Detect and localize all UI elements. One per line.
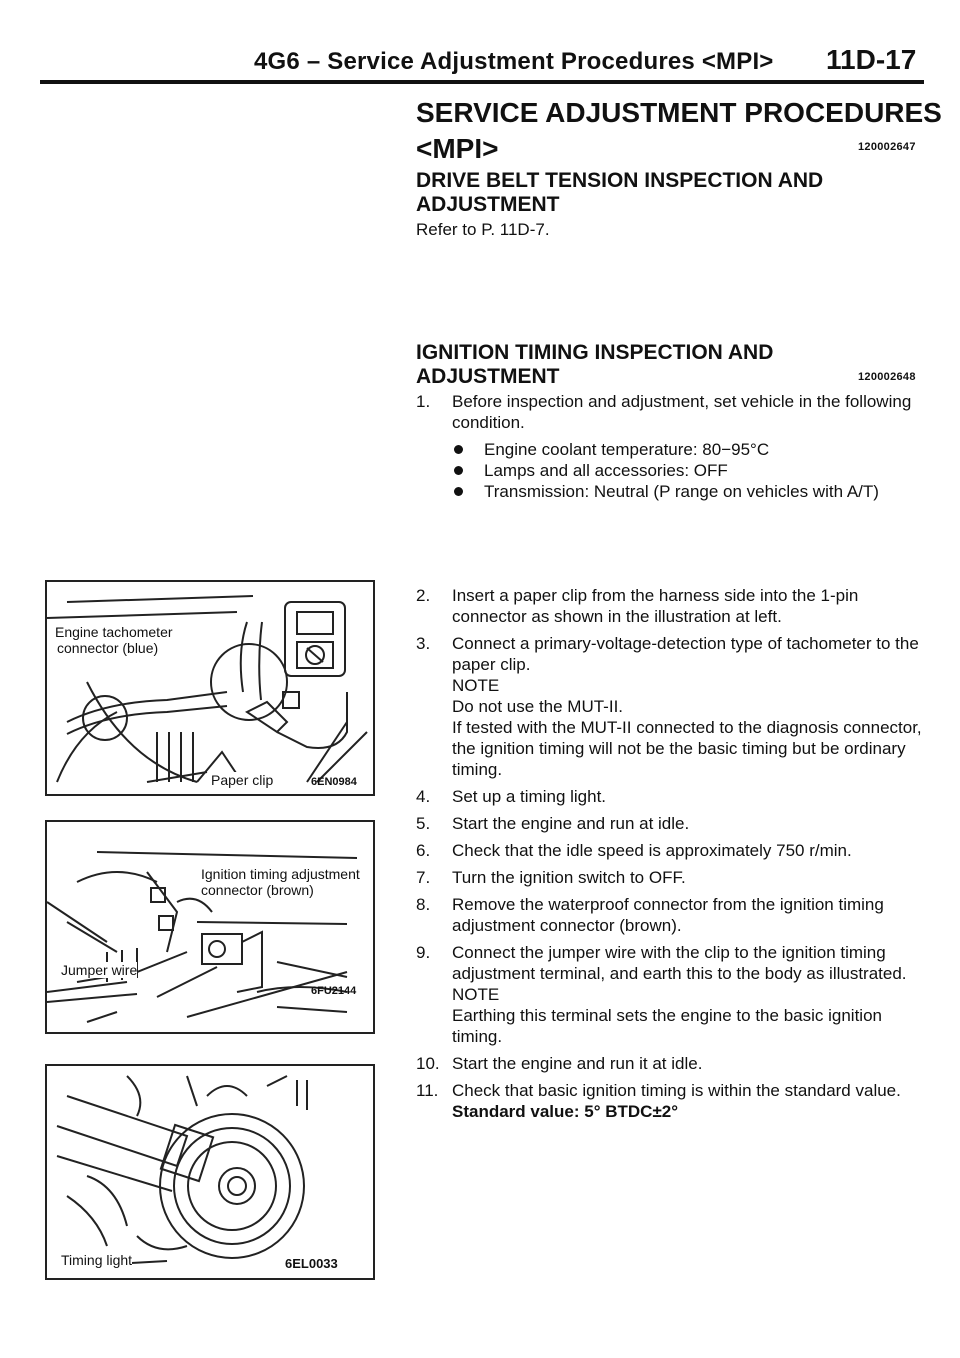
timing-light-illustration — [47, 1066, 373, 1278]
step-item — [416, 633, 926, 780]
step-text: Turn the ignition switch to OFF. — [452, 868, 686, 887]
step-number: 10. — [416, 1054, 440, 1073]
figure-code: 6EL0033 — [285, 1256, 338, 1271]
step-text: Insert a paper clip from the harness side into the 1-pin connector as shown in the illustration at left. — [452, 586, 859, 626]
note-text: Earthing this terminal sets the engine to the basic ignition timing. — [452, 1006, 882, 1046]
step-text: Remove the waterproof connector from the ignition timing adjustment connector (brown). — [452, 895, 884, 935]
ignition-timing-code: 120002648 — [858, 371, 916, 383]
step-item — [416, 840, 926, 861]
step-number: 8. — [416, 895, 431, 914]
note-label: NOTE — [452, 676, 500, 695]
step-item — [416, 1080, 926, 1122]
page-number: 11D-17 — [826, 44, 917, 75]
step-number: 3. — [416, 634, 431, 653]
drive-belt-heading-line2: ADJUSTMENT — [416, 193, 560, 216]
step-number: 1. — [416, 392, 431, 411]
step-number: 5. — [416, 814, 431, 833]
engine-bay-illustration — [47, 582, 373, 794]
note-text: If tested with the MUT-II connected to the diagnosis connector, the ignition timing will not be the basic timing but be ordinary timing. — [452, 718, 922, 779]
figure-label: connector (brown) — [201, 882, 314, 898]
condition-bullet: Transmission: Neutral (P range on vehicles with A/T) — [452, 481, 926, 502]
section-title: SERVICE ADJUSTMENT PROCEDURES — [416, 97, 942, 128]
step-1-block — [416, 391, 926, 502]
standard-value: Standard value: 5° BTDC±2° — [452, 1102, 679, 1121]
step-text: Start the engine and run at idle. — [452, 814, 690, 833]
step-number: 9. — [416, 943, 431, 962]
condition-bullet: Engine coolant temperature: 80−95°C — [452, 439, 926, 460]
header-rule — [40, 80, 924, 84]
ignition-timing-heading-line2: ADJUSTMENT — [416, 365, 560, 388]
figure-tachometer-connector — [45, 580, 375, 796]
section-title-subtitle: <MPI> — [416, 133, 499, 164]
section-code: 120002647 — [858, 141, 916, 153]
step-number: 7. — [416, 868, 431, 887]
ignition-timing-heading-line1: IGNITION TIMING INSPECTION AND — [416, 341, 774, 364]
step-item — [416, 942, 926, 1047]
step-item — [416, 867, 926, 888]
drive-belt-reference: Refer to P. 11D-7. — [416, 220, 550, 239]
figure-label: Paper clip — [211, 772, 274, 788]
figure-label: Timing light — [61, 1252, 133, 1268]
step-text: Check that basic ignition timing is within the standard value. — [452, 1081, 901, 1100]
connector-illustration — [47, 822, 373, 1032]
condition-bullet: Lamps and all accessories: OFF — [452, 460, 926, 481]
step-number: 11. — [416, 1081, 439, 1100]
step-text: Connect the jumper wire with the clip to the ignition timing adjustment terminal, and earth this to the body as illustrated. — [452, 943, 907, 983]
running-header-title: 4G6 – Service Adjustment Procedures <MPI> — [254, 48, 774, 75]
step-number: 2. — [416, 586, 431, 605]
step-item — [416, 894, 926, 936]
step-text: Check that the idle speed is approximately 750 r/min. — [452, 841, 852, 860]
step-number: 4. — [416, 787, 431, 806]
step-item — [416, 391, 926, 433]
figure-label: Engine tachometer — [55, 624, 173, 640]
step-text: Before inspection and adjustment, set vehicle in the following condition. — [452, 392, 912, 432]
steps-list — [416, 585, 926, 1128]
step-item — [416, 585, 926, 627]
step-text: Connect a primary-voltage-detection type of tachometer to the paper clip. — [452, 634, 919, 674]
figure-code: 6EN0984 — [311, 776, 357, 788]
note-text: Do not use the MUT-II. — [452, 697, 624, 716]
step-number: 6. — [416, 841, 431, 860]
figure-timing-light — [45, 1064, 375, 1280]
step-text: Set up a timing light. — [452, 787, 607, 806]
step-text: Start the engine and run it at idle. — [452, 1054, 703, 1073]
figure-ignition-timing-connector — [45, 820, 375, 1034]
step-item — [416, 1053, 926, 1074]
condition-list — [416, 439, 926, 502]
note-label: NOTE — [452, 985, 500, 1004]
step-item — [416, 813, 926, 834]
drive-belt-heading-line1: DRIVE BELT TENSION INSPECTION AND — [416, 169, 824, 192]
figure-label: Jumper wire — [61, 962, 138, 978]
step-item — [416, 786, 926, 807]
figure-label: Ignition timing adjustment — [201, 866, 360, 882]
figure-label: connector (blue) — [57, 640, 159, 656]
figure-code: 6FU2144 — [311, 985, 357, 997]
